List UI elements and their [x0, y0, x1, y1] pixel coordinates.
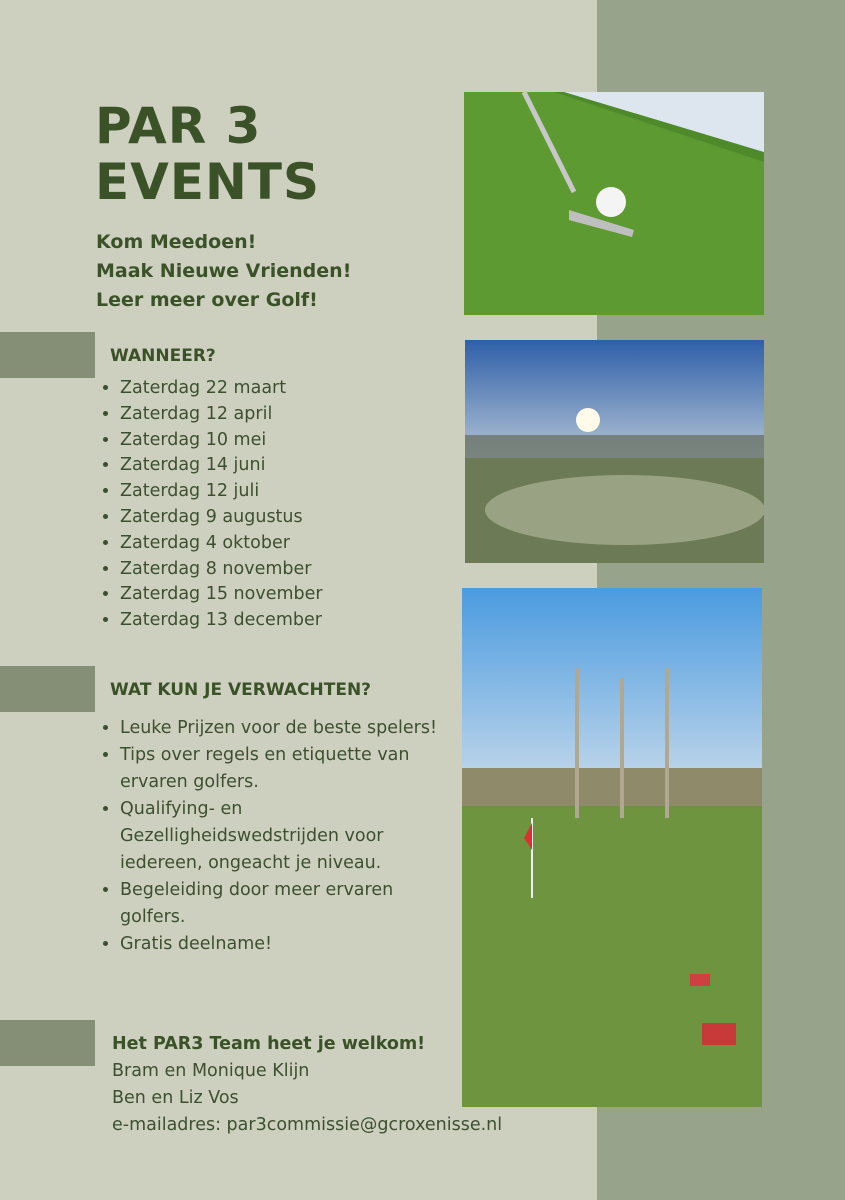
when-heading: WANNEER? — [110, 346, 216, 366]
section-marker — [0, 666, 95, 712]
list-item: • Leuke Prijzen voor de beste spelers! — [120, 715, 450, 742]
team-member: Ben en Liz Vos — [112, 1088, 239, 1108]
expect-heading: WAT KUN JE VERWACHTEN? — [110, 680, 372, 700]
list-item: • Zaterdag 8 november — [120, 557, 323, 583]
course-flags-photo — [462, 588, 762, 1107]
list-item: • Begeleiding door meer ervaren golfers. — [120, 877, 450, 931]
section-marker — [0, 1020, 95, 1066]
list-item: • Zaterdag 12 juli — [120, 479, 323, 505]
list-item: • Qualifying- en Gezelligheidswedstrijden voor iedereen, ongeacht je niveau. — [120, 796, 450, 877]
list-item: • Zaterdag 15 november — [120, 582, 323, 608]
list-item: • Zaterdag 22 maart — [120, 376, 323, 402]
list-item: • Zaterdag 12 april — [120, 402, 323, 428]
section-marker — [0, 332, 95, 378]
misty-green-photo — [465, 340, 764, 563]
list-item: • Gratis deelname! — [120, 931, 450, 958]
list-item: • Zaterdag 4 oktober — [120, 531, 323, 557]
list-item: • Zaterdag 13 december — [120, 608, 323, 634]
poster-title: PAR 3 EVENTS — [95, 97, 320, 211]
team-section — [112, 1031, 502, 1139]
expect-list — [96, 715, 450, 958]
team-member: Bram en Monique Klijn — [112, 1061, 310, 1081]
welcome-text: Het PAR3 Team heet je welkom! — [112, 1034, 426, 1054]
list-item: • Zaterdag 14 juni — [120, 453, 323, 479]
list-item: • Tips over regels en etiquette van ervaren golfers. — [120, 742, 450, 796]
golf-club-ball-photo — [464, 92, 764, 315]
list-item: • Zaterdag 9 augustus — [120, 505, 323, 531]
taglines: Kom Meedoen! Maak Nieuwe Vrienden! Leer meer over Golf! — [96, 231, 352, 311]
list-item: • Zaterdag 10 mei — [120, 428, 323, 454]
email-text: e-mailadres: par3commissie@gcroxenisse.nl — [112, 1115, 503, 1135]
date-list — [96, 376, 323, 634]
